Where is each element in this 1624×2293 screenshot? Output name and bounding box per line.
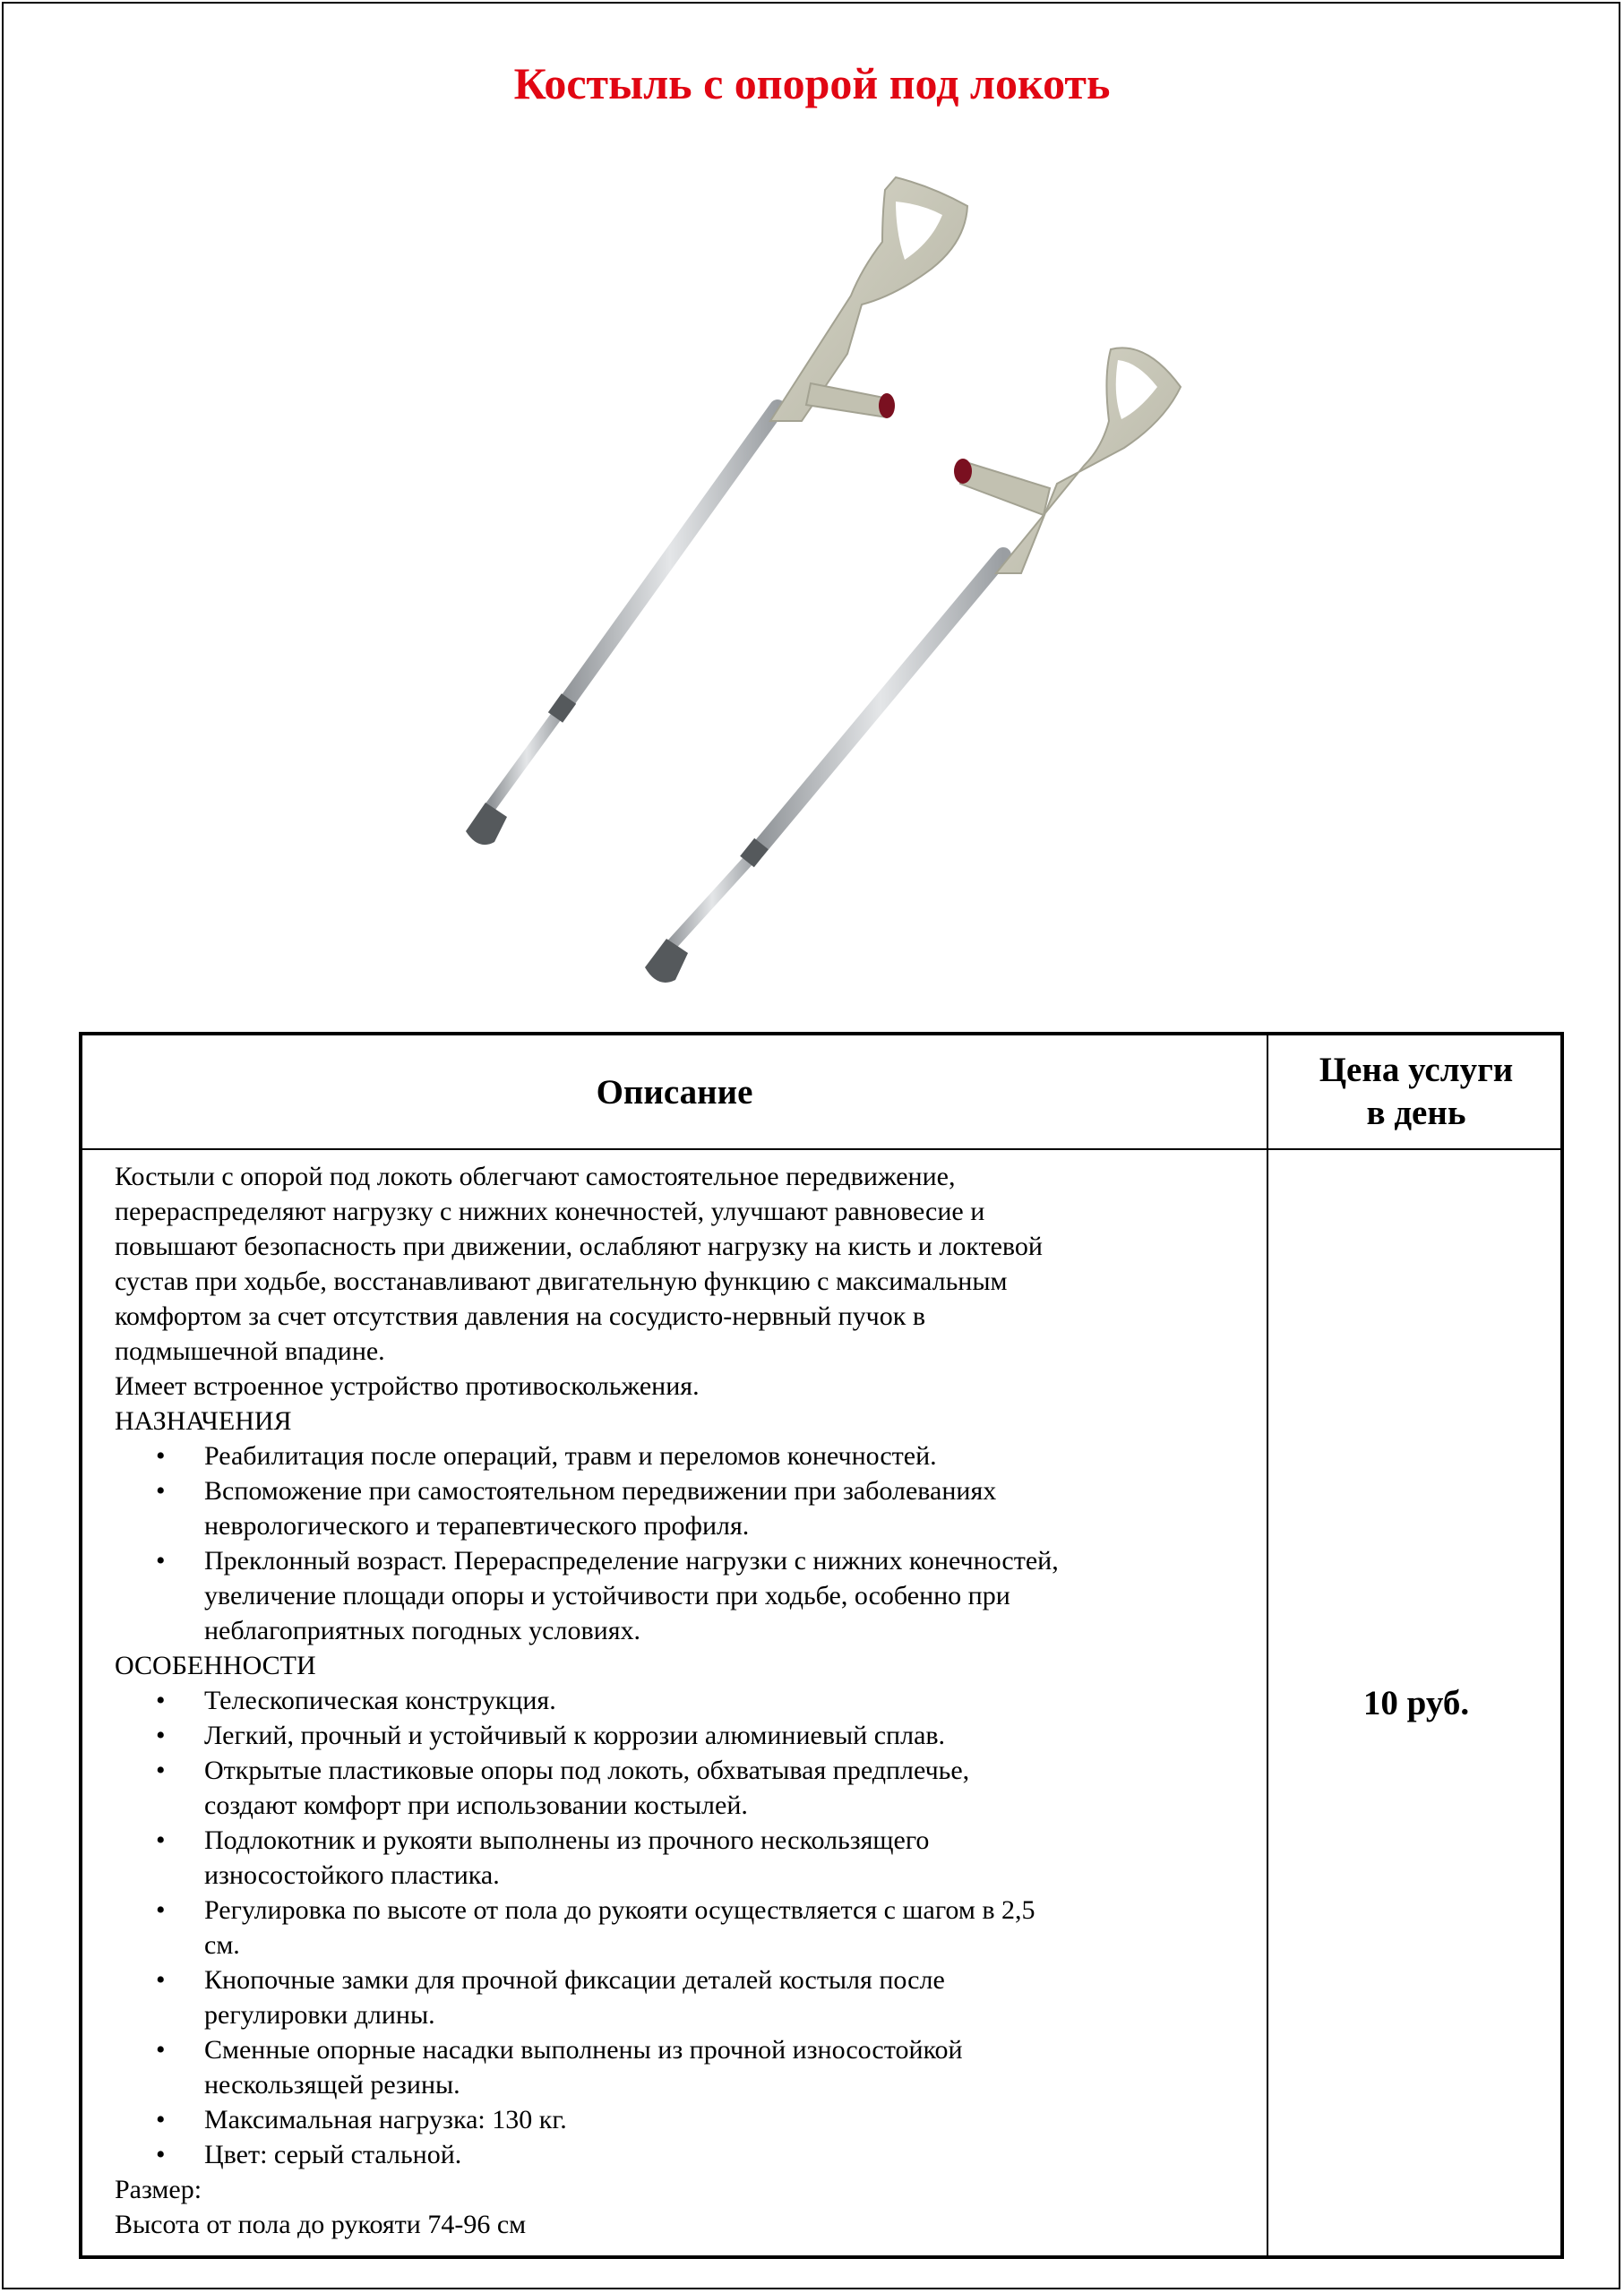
purpose-list <box>115 1438 1234 1648</box>
size-value: Высота от пола до рукояти 74-96 см <box>115 2210 527 2239</box>
list-item <box>204 2102 1234 2137</box>
list-item-line: • Регулировка по высоте от пола до рукояти осуществляется с шагом в 2,5 <box>204 1895 1035 1925</box>
service-table <box>79 1032 1564 2259</box>
intro-line: комфортом за счет отсутствия давления на сосудисто-нервный пучок в <box>115 1301 925 1331</box>
price-value: 10 руб. <box>1362 1683 1470 1722</box>
list-item <box>204 1753 1234 1823</box>
description-column-header: Описание <box>596 1072 753 1112</box>
price-header-line: в день <box>1366 1094 1466 1132</box>
list-item-line: неврологического и терапевтического профиля. <box>204 1511 750 1541</box>
intro-line: повышают безопасность при движении, ослабляют нагрузку на кисть и локтевой <box>115 1232 1043 1261</box>
crutches-illustration <box>430 161 1218 994</box>
list-item <box>204 1543 1234 1648</box>
list-item-line: • Кнопочные замки для прочной фиксации деталей костыля после <box>204 1965 945 1995</box>
features-list <box>115 1683 1234 2172</box>
right-crutch <box>645 348 1181 983</box>
list-item-line: • Преклонный возраст. Перераспределение нагрузки с нижних конечностей, <box>204 1546 1059 1576</box>
list-item-line: см. <box>204 1930 240 1960</box>
list-item-line: увеличение площади опоры и устойчивости при ходьбе, особенно при <box>204 1581 1010 1610</box>
list-item-line: • Сменные опорные насадки выполнены из прочной износостойкой <box>204 2035 963 2065</box>
list-item-line: • Подлокотник и рукояти выполнены из прочного нескользящего <box>204 1825 930 1855</box>
price-cell <box>1268 1150 1564 2255</box>
purpose-heading: НАЗНАЧЕНИЯ <box>115 1406 292 1436</box>
list-item <box>204 1893 1234 1962</box>
list-item-line: • Легкий, прочный и устойчивый к коррозии алюминиевый сплав. <box>204 1721 946 1750</box>
list-item <box>204 2032 1234 2102</box>
intro-line: перераспределяют нагрузку с нижних конечностей, улучшают равновесие и <box>115 1197 985 1226</box>
intro-line: Имеет встроенное устройство противоскольжения. <box>115 1371 700 1401</box>
intro-line: Костыли с опорой под локоть облегчают самостоятельное передвижение, <box>115 1162 956 1191</box>
list-item-line: неблагоприятных погодных условиях. <box>204 1616 640 1645</box>
list-item-line: создают комфорт при использовании костылей. <box>204 1791 748 1820</box>
list-item <box>204 2137 1234 2172</box>
size-heading: Размер: <box>115 2175 202 2204</box>
list-item <box>204 1683 1234 1718</box>
list-item-line: • Открытые пластиковые опоры под локоть, обхватывая предплечье, <box>204 1756 970 1785</box>
list-item-line: • Реабилитация после операций, травм и переломов конечностей. <box>204 1441 937 1471</box>
list-item-line: регулировки длины. <box>204 2000 435 2030</box>
description-cell <box>115 1159 1234 2242</box>
list-item <box>204 1473 1234 1543</box>
features-heading: ОСОБЕННОСТИ <box>115 1651 316 1680</box>
list-item <box>204 1438 1234 1473</box>
page-title: Костыль с опорой под локоть <box>513 58 1111 108</box>
list-item-line: • Цвет: серый стальной. <box>204 2140 462 2169</box>
list-item-line: • Телескопическая конструкция. <box>204 1686 556 1715</box>
intro-line: подмышечной впадине. <box>115 1336 385 1366</box>
list-item <box>204 1823 1234 1893</box>
list-item-line: • Максимальная нагрузка: 130 кг. <box>204 2105 567 2134</box>
list-item-line: • Вспоможение при самостоятельном передвижении при заболеваниях <box>204 1476 997 1506</box>
list-item <box>204 1962 1234 2032</box>
list-item <box>204 1718 1234 1753</box>
list-item-line: износостойкого пластика. <box>204 1860 500 1890</box>
intro-line: сустав при ходьбе, восстанавливают двигательную функцию с максимальным <box>115 1267 1008 1296</box>
left-crutch <box>466 177 967 845</box>
price-column-header <box>1268 1035 1564 1148</box>
list-item-line: нескользящей резины. <box>204 2070 460 2100</box>
price-header-line: Цена услуги <box>1319 1051 1514 1089</box>
